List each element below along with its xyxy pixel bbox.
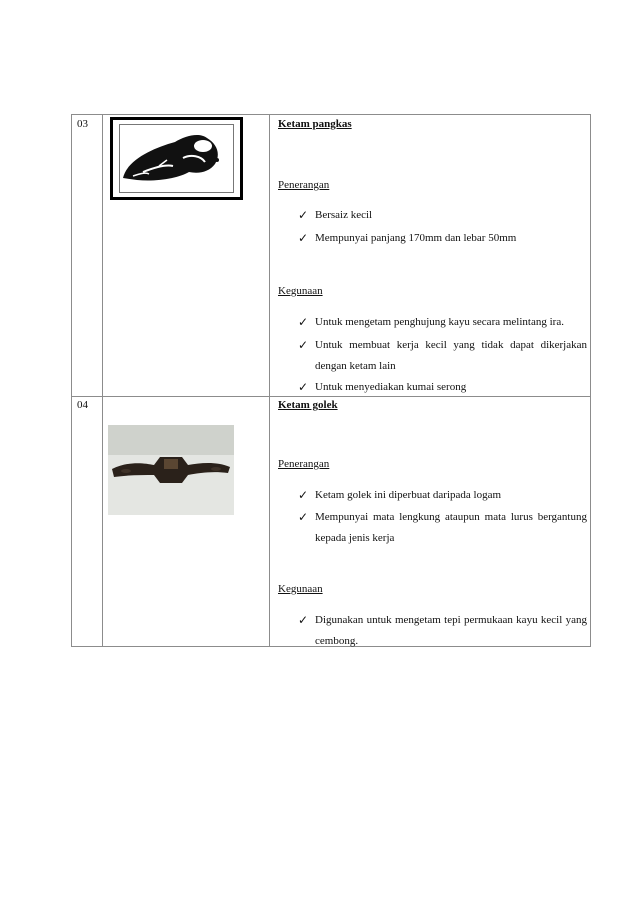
check-icon: ✓: [298, 338, 309, 352]
check-icon: ✓: [298, 488, 309, 502]
usage-item: ✓ Untuk membuat kerja kecil yang tidak dapat dikerjakan dengan ketam lain: [315, 335, 587, 377]
check-icon: ✓: [298, 315, 309, 329]
description-heading: Penerangan: [278, 458, 330, 470]
ketam-golek-image: [108, 425, 234, 515]
tool-title: Ketam pangkas: [278, 118, 352, 130]
description-item: ✓ Ketam golek ini diperbuat daripada logam: [315, 485, 587, 506]
row-number: 04: [77, 399, 88, 411]
check-icon: ✓: [298, 510, 309, 524]
usage-heading: Kegunaan: [278, 285, 323, 297]
usage-item: ✓ Untuk mengetam penghujung kayu secara melintang ira.: [315, 312, 587, 333]
tool-title: Ketam golek: [278, 399, 338, 411]
row-number: 03: [77, 118, 88, 130]
description-item: ✓ Mempunyai panjang 170mm dan lebar 50mm: [315, 228, 585, 249]
usage-item: ✓ Digunakan untuk mengetam tepi permukaan kayu kecil yang cembong.: [315, 610, 587, 652]
check-icon: ✓: [298, 380, 309, 394]
ketam-pangkas-image: [110, 117, 243, 200]
description-item: ✓ Bersaiz kecil: [315, 205, 585, 226]
check-icon: ✓: [298, 613, 309, 627]
check-icon: ✓: [298, 231, 309, 245]
column-divider-number: [102, 115, 103, 646]
description-heading: Penerangan: [278, 179, 330, 191]
tool-table: [71, 114, 591, 647]
column-divider-image: [269, 115, 270, 646]
usage-heading: Kegunaan: [278, 583, 323, 595]
usage-item: ✓ Untuk menyediakan kumai serong: [315, 377, 587, 398]
check-icon: ✓: [298, 208, 309, 222]
description-item: ✓ Mempunyai mata lengkung ataupun mata lurus bergantung kepada jenis kerja: [315, 507, 587, 549]
